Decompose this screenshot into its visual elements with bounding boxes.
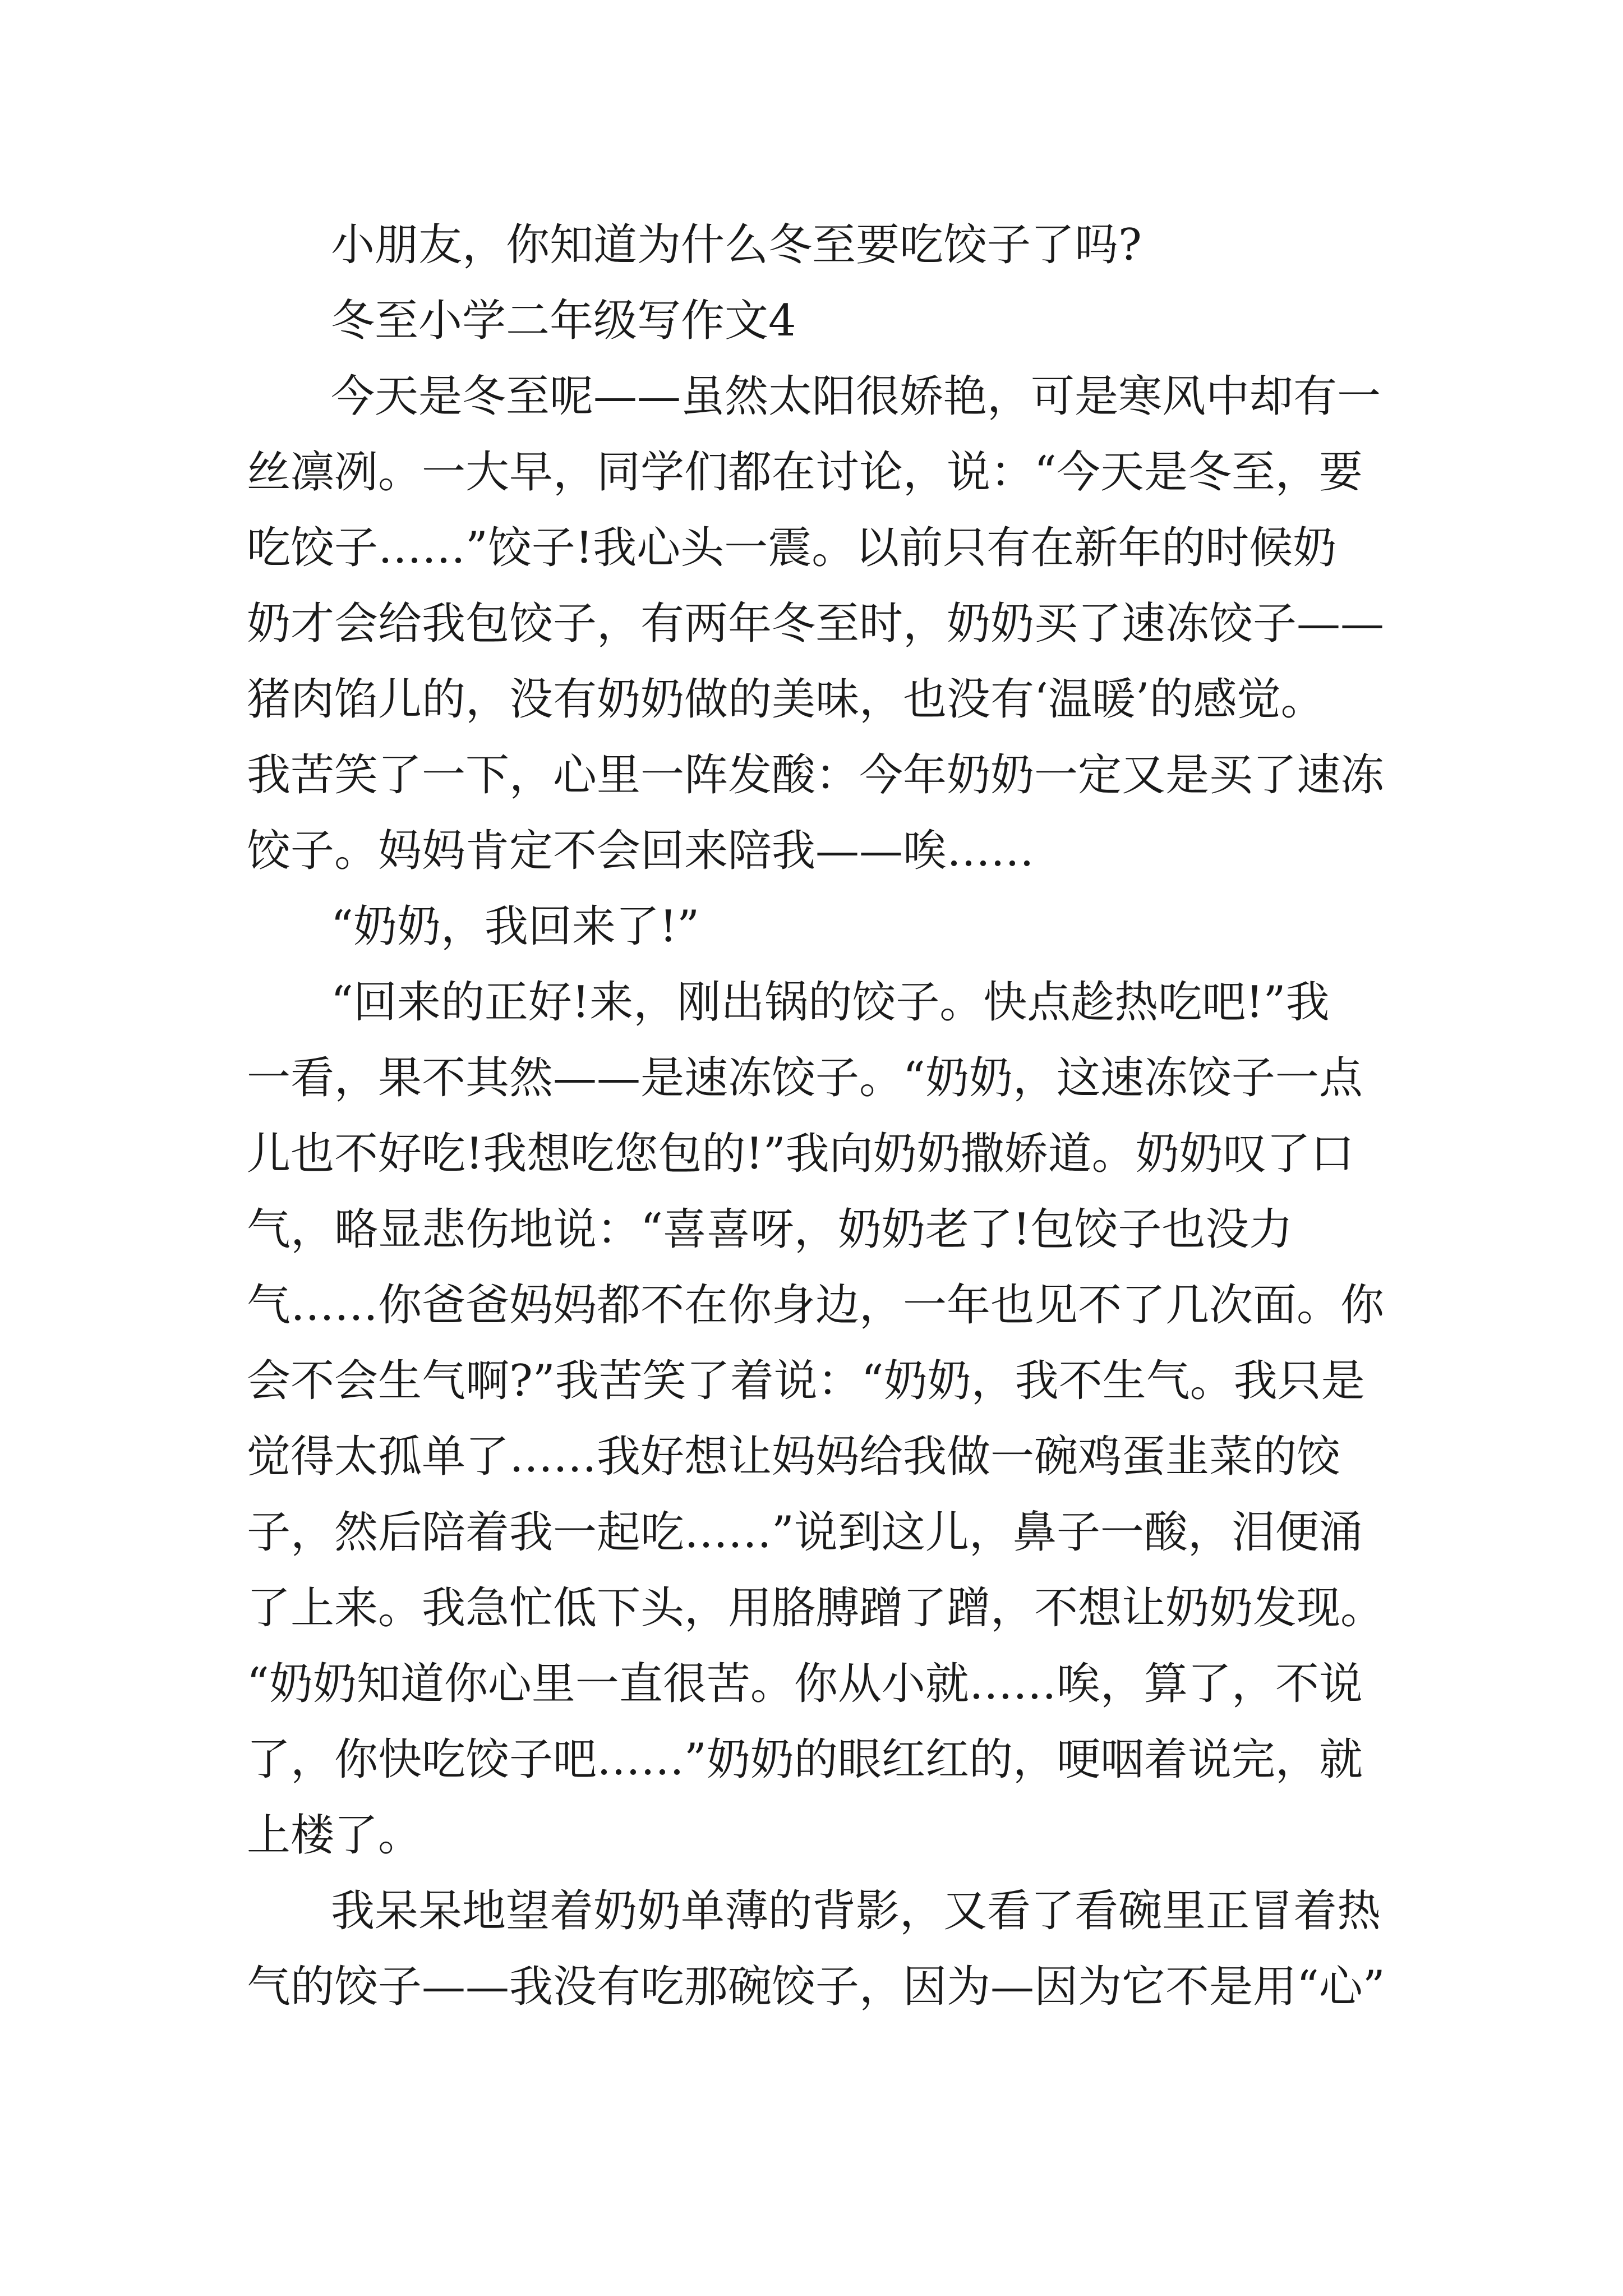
text-line: 我苦笑了一下，心里一阵发酸：今年奶奶一定又是买了速冻 <box>247 750 1385 800</box>
text-line: 气，略显悲伤地说：“喜喜呀，奶奶老了!包饺子也没力 <box>247 1204 1293 1255</box>
text-line: “奶奶，我回来了!” <box>331 901 700 952</box>
text-line: 吃饺子……”饺子!我心头一震。以前只有在新年的时候奶 <box>247 523 1337 573</box>
text-line: 气的饺子——我没有吃那碗饺子，因为—因为它不是用“心” <box>247 1962 1385 2012</box>
text-line: 奶才会给我包饺子，有两年冬至时，奶奶买了速冻饺子—— <box>247 599 1385 649</box>
text-line: 觉得太孤单了……我好想让妈妈给我做一碗鸡蛋韭菜的饺 <box>247 1432 1341 1482</box>
text-line: 我呆呆地望着奶奶单薄的背影，又看了看碗里正冒着热 <box>331 1886 1381 1936</box>
text-line: 饺子。妈妈肯定不会回来陪我——唉…… <box>247 826 1035 876</box>
text-line: 上楼了。 <box>247 1810 422 1861</box>
text-line: 了，你快吃饺子吧……”奶奶的眼红红的，哽咽着说完，就 <box>247 1734 1363 1785</box>
text-line: 儿也不好吃!我想吃您包的!”我向奶奶撒娇道。奶奶叹了口 <box>247 1129 1354 1179</box>
text-line: “回来的正好!来，刚出锅的饺子。快点趁热吃吧!”我 <box>331 977 1330 1028</box>
text-line: 猪肉馅儿的，没有奶奶做的美味，也没有‘温暖’的感觉。 <box>247 674 1325 725</box>
document-page <box>247 208 1396 2025</box>
text-line: 今天是冬至呢——虽然太阳很娇艳，可是寒风中却有一 <box>331 371 1381 422</box>
text-line: 气……你爸爸妈妈都不在你身边，一年也见不了几次面。你 <box>247 1280 1385 1331</box>
text-line: 小朋友，你知道为什么冬至要吃饺子了吗? <box>331 220 1142 270</box>
section-heading: 冬至小学二年级写作文4 <box>331 296 796 346</box>
text-line: “奶奶知道你心里一直很苦。你从小就……唉，算了，不说 <box>247 1659 1363 1709</box>
text-line: 子，然后陪着我一起吃……”说到这儿，鼻子一酸，泪便涌 <box>247 1507 1363 1558</box>
text-line: 会不会生气啊?”我苦笑了着说：“奶奶，我不生气。我只是 <box>247 1356 1365 1406</box>
text-line: 一看，果不其然——是速冻饺子。“奶奶，这速冻饺子一点 <box>247 1053 1363 1103</box>
text-line: 丝凛冽。一大早，同学们都在讨论，说：“今天是冬至，要 <box>247 447 1363 498</box>
text-line: 了上来。我急忙低下头，用胳膊蹭了蹭，不想让奶奶发现。 <box>247 1583 1385 1634</box>
